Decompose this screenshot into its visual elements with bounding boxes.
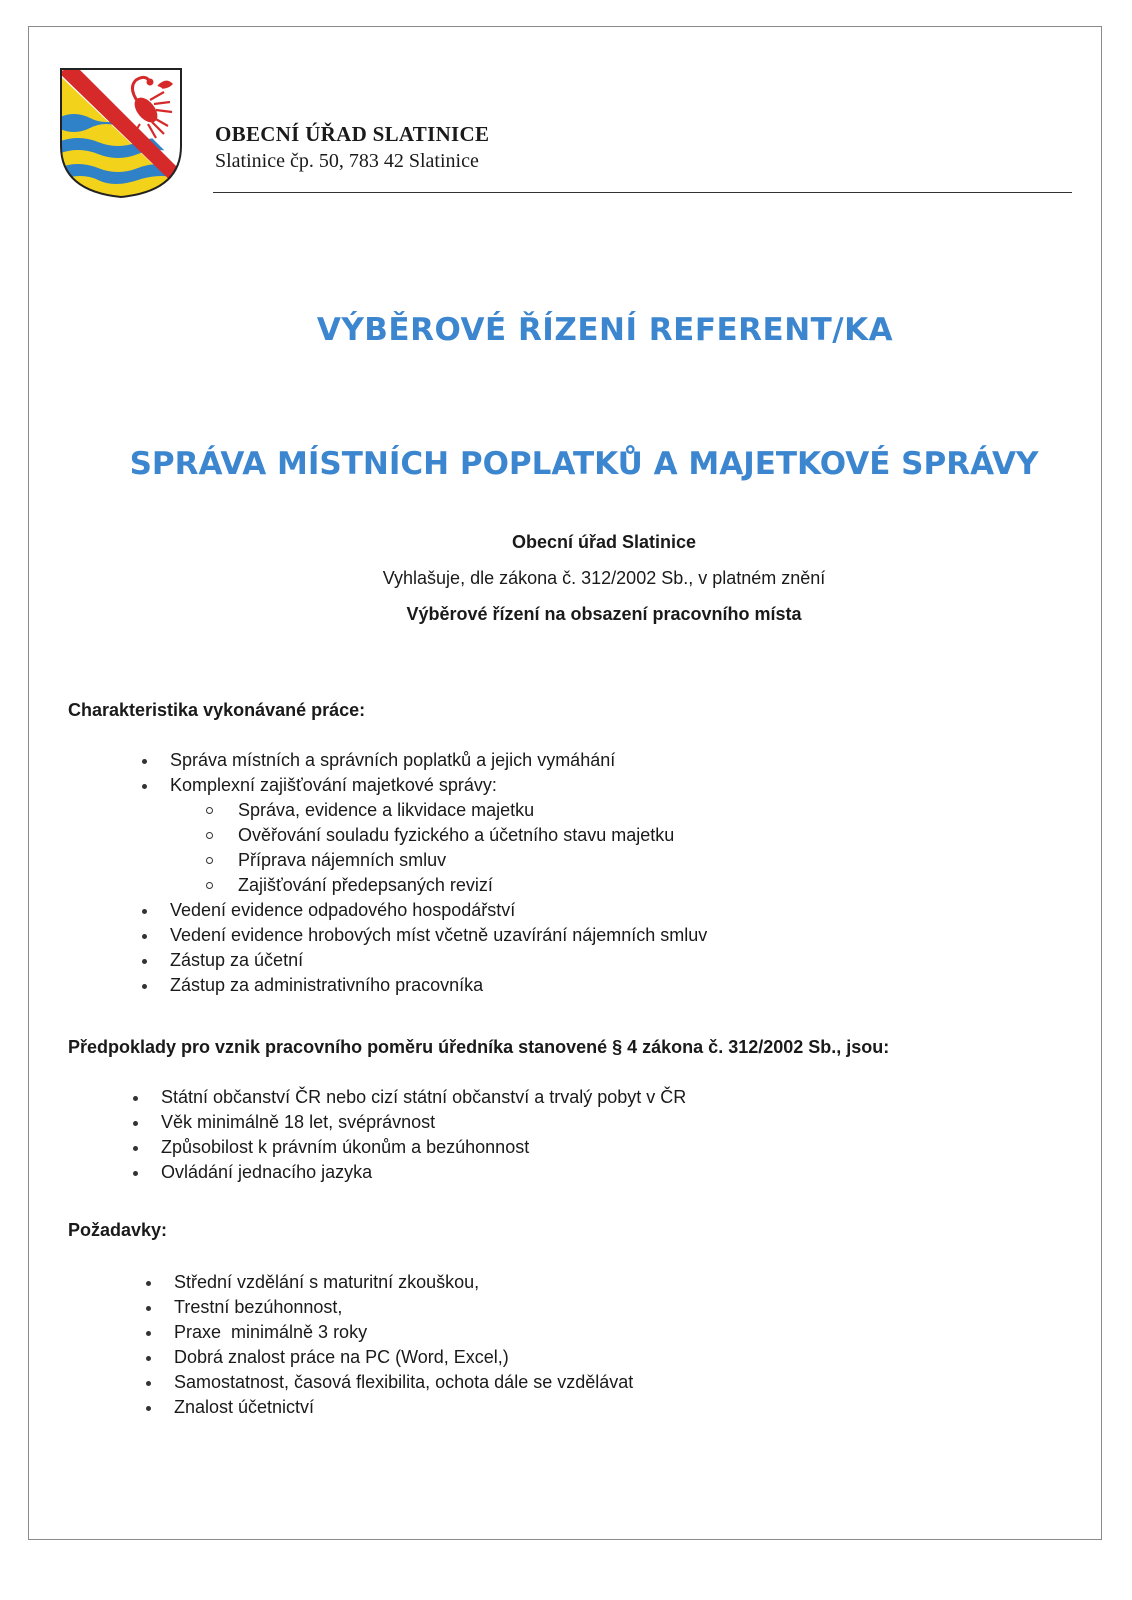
list-item: Zástup za účetní bbox=[170, 948, 707, 973]
list-item: Praxe minimálně 3 roky bbox=[174, 1320, 633, 1345]
list-item: Samostatnost, časová flexibilita, ochota dále se vzdělávat bbox=[174, 1370, 633, 1395]
list-item: Zástup za administrativního pracovníka bbox=[170, 973, 707, 998]
prerequisites-list bbox=[161, 1085, 686, 1185]
sub-list-item: Správa, evidence a likvidace majetku bbox=[170, 798, 707, 823]
prerequisites-heading: Předpoklady pro vznik pracovního poměru úředníka stanovené § 4 zákona č. 312/2002 Sb., jsou: bbox=[68, 1037, 890, 1057]
sub-list-item: Ověřování souladu fyzického a účetního stavu majetku bbox=[170, 823, 707, 848]
list-item: Věk minimálně 18 let, svéprávnost bbox=[161, 1110, 686, 1135]
requirements-list bbox=[174, 1270, 633, 1420]
list-item: Trestní bezúhonnost, bbox=[174, 1295, 633, 1320]
characteristics-list bbox=[170, 748, 707, 998]
intro-law: Vyhlašuje, dle zákona č. 312/2002 Sb., v platném znění bbox=[382, 568, 826, 588]
page-title: VÝBĚROVÉ ŘÍZENÍ REFERENT/KA bbox=[316, 312, 894, 348]
list-item: Ovládání jednacího jazyka bbox=[161, 1160, 686, 1185]
header-divider bbox=[213, 192, 1072, 193]
page-subtitle: SPRÁVA MÍSTNÍCH POPLATKŮ A MAJETKOVÉ SPRÁVY bbox=[129, 446, 1039, 482]
list-item: Střední vzdělání s maturitní zkouškou, bbox=[174, 1270, 633, 1295]
list-item: Vedení evidence odpadového hospodářství bbox=[170, 898, 707, 923]
intro-position: Výběrové řízení na obsazení pracovního místa bbox=[406, 604, 802, 624]
characteristics-heading: Charakteristika vykonávané práce: bbox=[68, 700, 366, 720]
list-item: Komplexní zajišťování majetkové správy: bbox=[170, 773, 707, 798]
office-name: OBECNÍ ÚŘAD SLATINICE bbox=[215, 122, 490, 146]
list-item: Vedení evidence hrobových míst včetně uzavírání nájemních smluv bbox=[170, 923, 707, 948]
sub-list-item: Zajišťování předepsaných revizí bbox=[170, 873, 707, 898]
list-item: Správa místních a správních poplatků a jejich vymáhání bbox=[170, 748, 707, 773]
list-item: Státní občanství ČR nebo cizí státní občanství a trvalý pobyt v ČR bbox=[161, 1085, 686, 1110]
sub-list-item: Příprava nájemních smluv bbox=[170, 848, 707, 873]
requirements-heading: Požadavky: bbox=[68, 1220, 168, 1240]
office-address: Slatinice čp. 50, 783 42 Slatinice bbox=[215, 150, 479, 172]
list-item: Znalost účetnictví bbox=[174, 1395, 633, 1420]
list-item: Dobrá znalost práce na PC (Word, Excel,) bbox=[174, 1345, 633, 1370]
coat-of-arms-icon bbox=[58, 66, 184, 200]
intro-office: Obecní úřad Slatinice bbox=[511, 532, 697, 552]
list-item: Způsobilost k právním úkonům a bezúhonnost bbox=[161, 1135, 686, 1160]
